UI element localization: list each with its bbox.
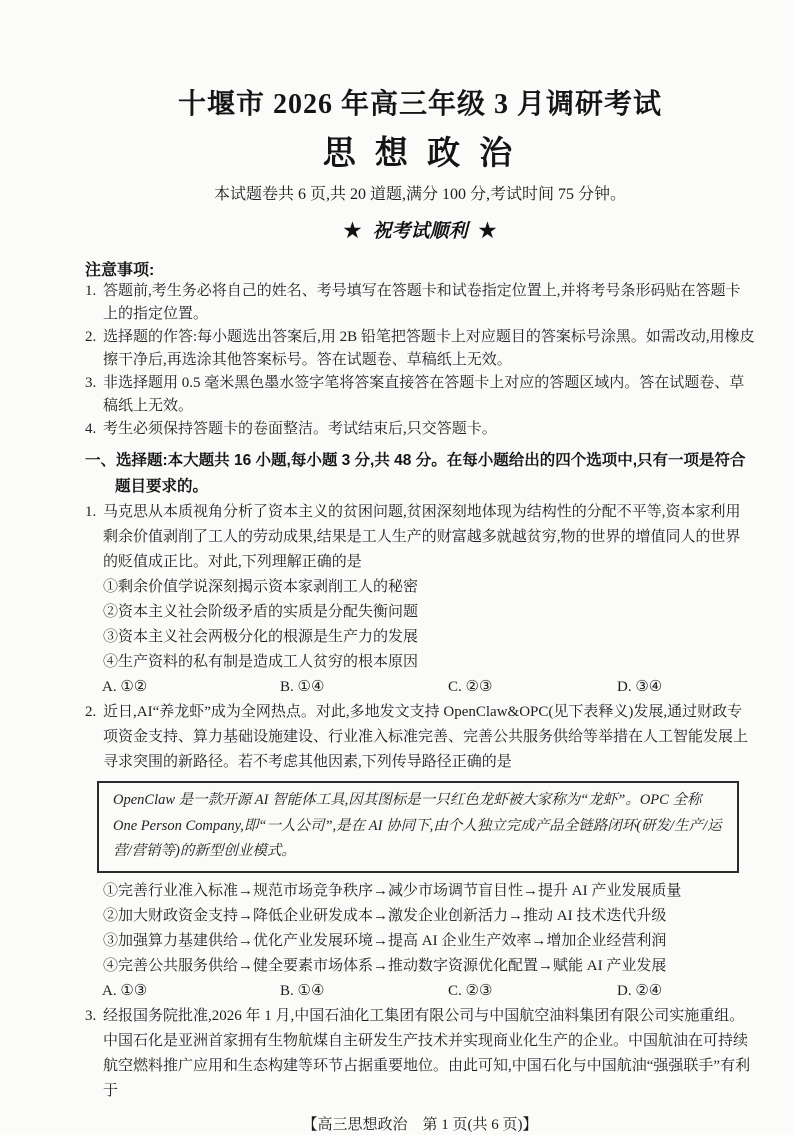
notice-text: 非选择题用 0.5 毫米黑色墨水签字笔将答案直接答在答题卡上对应的答题区域内。答在试题卷、草稿纸上无效。 bbox=[103, 375, 745, 414]
notice-text: 答题前,考生务必将自己的姓名、考号填写在答题卡和试卷指定位置上,并将考号条形码贴在答题卡上的指定位置。 bbox=[103, 283, 741, 322]
section-heading: 一、选择题:本大题共 16 小题,每小题 3 分,共 48 分。在每小题给出的四个选项中,只有一项是符合题目要求的。 bbox=[85, 452, 746, 495]
notice-text: 考生必须保持答题卡的卷面整洁。考试结束后,只交答题卡。 bbox=[103, 421, 497, 437]
question-stem-text: 经报国务院批准,2026 年 1 月,中国石油化工集团有限公司与中国航空油料集团有限公司实施重组。中国石化是亚洲首家拥有生物航煤自主研发生产技术并实现商业化生产的企业。中国航油在可持续航空燃料推广应用和生态构建等环节占据重要地位。由此可知,中国石化与中国航油“强强联手”有利于 bbox=[103, 1007, 751, 1099]
question-3 bbox=[85, 1004, 755, 1104]
choices-row bbox=[85, 979, 755, 1004]
sub-option: ①剩余价值学说深刻揭示资本家剥削工人的秘密 bbox=[103, 579, 419, 595]
question-stem-text: 马克思从本质视角分析了资本主义的贫困问题,贫困深刻地体现为结构性的分配不平等,资本家利用剩余价值剥削了工人的劳动成果,结果是工人生产的财富越多就越贫穷,物的世界的增值同人的世界的贬值成正比。对此,下列理解正确的是 bbox=[103, 504, 741, 570]
page-footer: 【高三思想政治 第 1 页(共 6 页)】 bbox=[302, 1116, 538, 1133]
choice-b: B. ①④ bbox=[280, 679, 325, 695]
choice-c: C. ②③ bbox=[448, 982, 493, 999]
choice-b: B. ①④ bbox=[280, 982, 325, 999]
notice-item bbox=[85, 372, 755, 418]
choice-a: A. ①③ bbox=[102, 982, 148, 999]
question-stem bbox=[85, 500, 755, 575]
sub-option: ②加大财政资金支持→降低企业研发成本→激发企业创新活力→推动 AI 技术迭代升级 bbox=[103, 907, 667, 924]
choice-c: C. ②③ bbox=[448, 679, 493, 695]
notice-item bbox=[85, 280, 755, 326]
exam-info: 本试题卷共 6 页,共 20 道题,满分 100 分,考试时间 75 分钟。 bbox=[213, 186, 626, 203]
blessing-text: 祝考试顺利 bbox=[372, 221, 468, 242]
notice-item bbox=[85, 326, 755, 372]
notice-number: 3. bbox=[85, 375, 97, 391]
notice-text: 选择题的作答:每小题选出答案后,用 2B 铅笔把答题卡上对应题目的答案标号涂黑。如需改动,用橡皮擦干净后,再选涂其他答案标号。答在试题卷、草稿纸上无效。 bbox=[103, 329, 755, 368]
sub-option: ①完善行业准入标准→规范市场竞争秩序→减少市场调节盲目性→提升 AI 产业发展质量 bbox=[103, 882, 682, 899]
notice-number: 1. bbox=[85, 283, 97, 299]
question-number: 1. bbox=[85, 504, 97, 520]
page-title: 十堰市 2026 年高三年级 3 月调研考试 bbox=[177, 89, 662, 120]
notice-number: 2. bbox=[85, 329, 97, 345]
question-2 bbox=[85, 700, 755, 1004]
notices-heading: 注意事项: bbox=[85, 262, 155, 279]
choice-d: D. ③④ bbox=[617, 679, 663, 695]
sub-option: ③加强算力基建供给→优化产业发展环境→提高 AI 企业生产效率→增加企业经营利润 bbox=[103, 932, 667, 949]
notice-number: 4. bbox=[85, 421, 97, 437]
question-number: 2. bbox=[85, 704, 97, 720]
sub-option: ②资本主义社会阶级矛盾的实质是分配失衡问题 bbox=[103, 604, 419, 620]
sub-option: ④完善公共服务供给→健全要素市场体系→推动数字资源优化配置→赋能 AI 产业发展 bbox=[103, 957, 667, 974]
choice-d: D. ②④ bbox=[617, 982, 663, 999]
sub-option: ③资本主义社会两极分化的根源是生产力的发展 bbox=[103, 629, 419, 645]
star-icon: ★ bbox=[343, 220, 362, 242]
question-1 bbox=[85, 500, 755, 700]
choices-row bbox=[85, 675, 755, 700]
notice-item bbox=[85, 418, 755, 441]
definition-box: OpenClaw 是一款开源 AI 智能体工具,因其图标是一只红色龙虾被大家称为“龙虾”。OPC 全称 One Person Company,即“一人公司”,是在 AI 协同下,由个人独立完成产品全链路闭环(研发/生产/运营/营销等)的新型创业模式。 bbox=[97, 781, 739, 873]
question-stem-text: 近日,AI“养龙虾”成为全网热点。对此,多地发文支持 OpenClaw&OPC(见下表释义)发展,通过财政专项资金支持、算力基础设施建设、行业准入标准完善、完善公共服务供给等举措在人工智能发展上寻求突围的新路径。若不考虑其他因素,下列传导路径正确的是 bbox=[103, 704, 749, 770]
blessing-line bbox=[85, 216, 755, 243]
choice-a: A. ①② bbox=[102, 679, 148, 695]
question-number: 3. bbox=[85, 1007, 97, 1024]
sub-option: ④生产资料的私有制是造成工人贫穷的根本原因 bbox=[103, 654, 419, 670]
star-icon: ★ bbox=[478, 220, 497, 242]
subject-title: 思 想 政 治 bbox=[322, 134, 518, 171]
question-stem bbox=[85, 1004, 755, 1104]
question-stem bbox=[85, 700, 755, 775]
